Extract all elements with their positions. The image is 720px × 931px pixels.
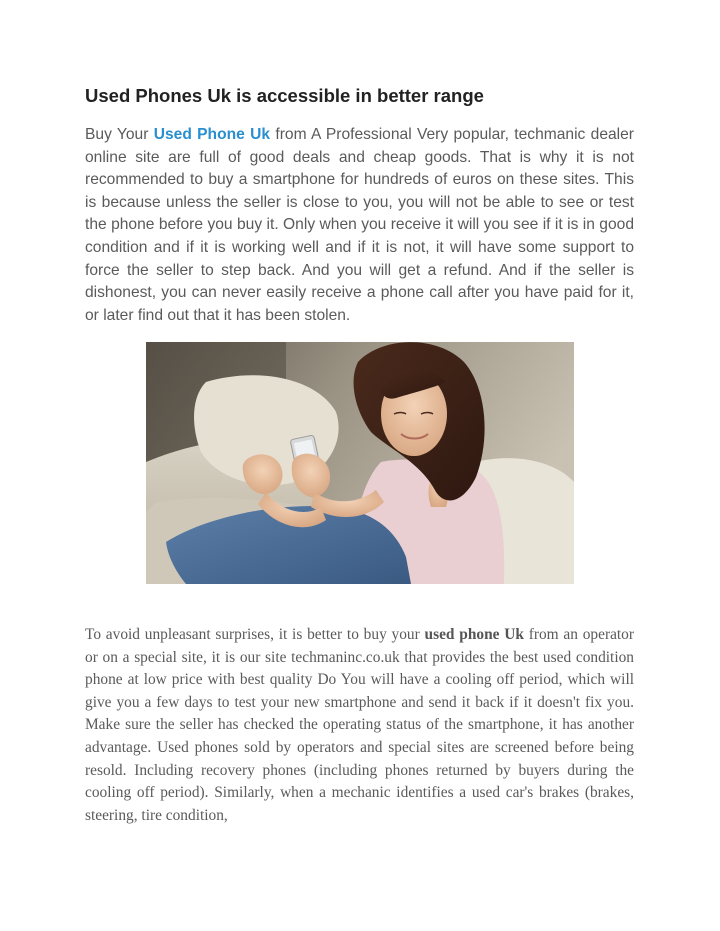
intro-text-after: from A Professional Very popular, techmanic dealer online site are full of good deals and cheap goods. That is why it is not recommended to buy a smartphone for hundreds of euros on these sites. This is because unless the seller is close to you, you will not be able to see or test the phone before you buy it. Only when you receive it will you see if it is in good condition and if it is working well and if it is not, it will have some support to force the seller to step back. And you will get a refund. And if the seller is dishonest, you can never easily receive a phone call after you have paid for it, or later find out that it has been stolen. (85, 126, 635, 324)
page-title: Used Phones Uk is accessible in better range (85, 85, 484, 106)
body-text-after: from an operator or on a special site, it is our site techmaninc.co.uk that provides the best used condition phone at low price with best quality Do You will have a cooling off period, which will give you a few days to test your new smartphone and send it back if it doesn't fix you. Make sure the seller has checked the operating status of the smartphone, it has another advantage. Used phones sold by operators and special sites are screened before being resold. Including recovery phones (including phones returned by buyers during the cooling off period). Similarly, when a mechanic identifies a used car's brakes (brakes, steering, tire condition, (85, 626, 635, 824)
intro-text-before: Buy Your (85, 126, 154, 143)
used-phone-uk-bold: used phone Uk (424, 626, 524, 643)
used-phone-uk-link[interactable]: Used Phone Uk (153, 126, 271, 143)
woman-with-smartphone-photo (146, 342, 574, 584)
bottom-fade-overlay (85, 826, 645, 931)
body-paragraph (85, 624, 634, 827)
intro-paragraph (85, 124, 634, 327)
body-text-before: To avoid unpleasant surprises, it is better to buy your (85, 626, 425, 643)
